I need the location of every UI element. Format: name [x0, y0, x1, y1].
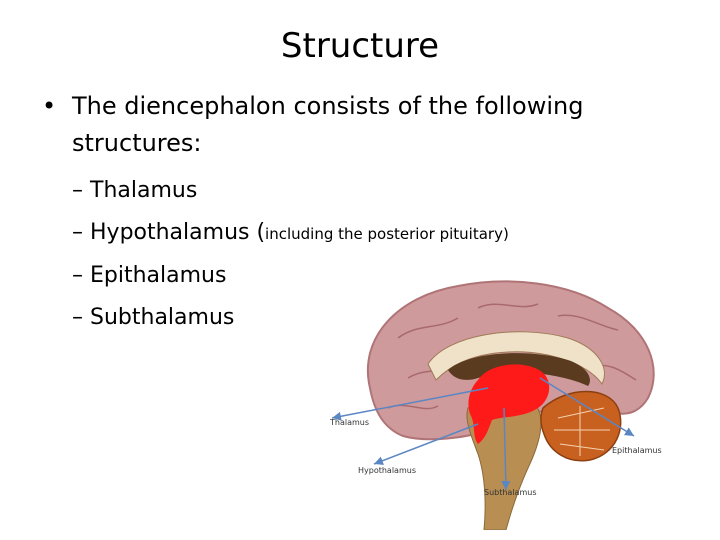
sub-dash: –: [72, 220, 83, 245]
slide-title: Structure: [280, 26, 440, 66]
label-thalamus: Thalamus: [330, 418, 370, 427]
sub-item-thalamus: [72, 170, 692, 212]
sub-dash: –: [72, 263, 83, 288]
sub-text: Epithalamus: [90, 263, 227, 288]
sub-note: including the posterior pituitary): [265, 225, 509, 243]
sub-text: Hypothalamus (: [90, 220, 266, 245]
label-subthalamus: Subthalamus: [484, 488, 537, 497]
label-epithalamus: Epithalamus: [612, 446, 662, 455]
sub-dash: –: [72, 178, 83, 203]
bullet-text: The diencephalon consists of the following structures:: [72, 92, 584, 157]
sub-item-hypothalamus: [72, 212, 692, 255]
bullet-marker: •: [42, 92, 57, 120]
brain-diagram: [318, 268, 678, 530]
bullet-item: [42, 88, 682, 162]
cerebellum-shape: [541, 392, 621, 461]
sub-dash: –: [72, 305, 83, 330]
sub-text: Thalamus: [90, 178, 198, 203]
label-hypothalamus: Hypothalamus: [358, 466, 416, 475]
sub-text: Subthalamus: [90, 305, 235, 330]
